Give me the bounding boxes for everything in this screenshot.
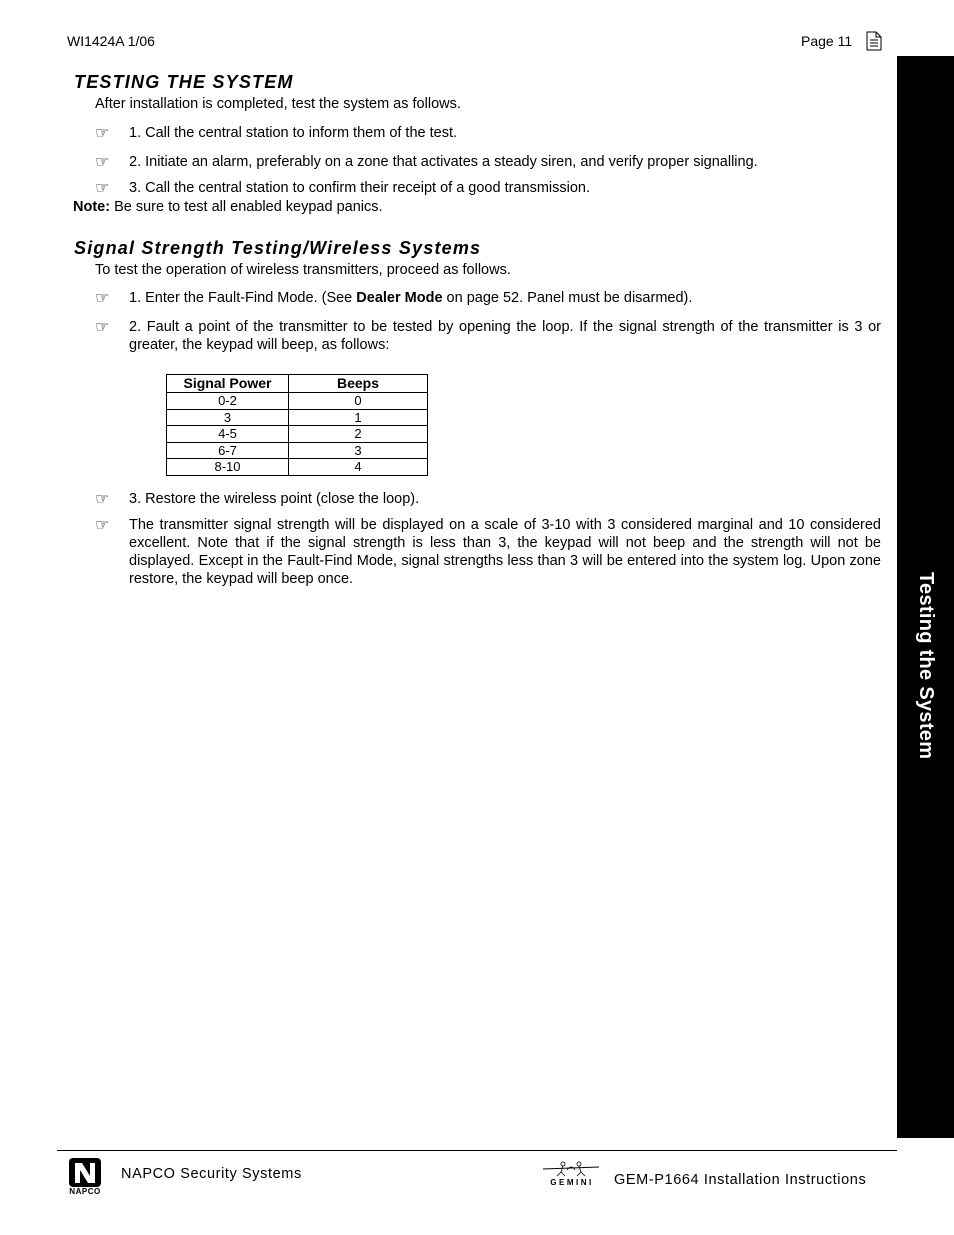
gemini-figures-icon — [543, 1160, 601, 1178]
note-text: Be sure to test all enabled keypad panics. — [110, 199, 383, 215]
section-intro: After installation is completed, test the system as follows. — [95, 96, 461, 112]
document-icon — [866, 31, 882, 51]
list-item: 3. Call the central station to confirm their receipt of a good transmission. — [129, 180, 590, 196]
signal-power-table — [166, 374, 428, 476]
table-cell: 6-7 — [167, 442, 289, 459]
list-item: 3. Restore the wireless point (close the loop). — [129, 491, 420, 507]
table-row — [167, 409, 428, 426]
pointing-hand-icon: ☞ — [95, 489, 110, 508]
column-header: Beeps — [289, 375, 428, 393]
table-cell: 2 — [289, 426, 428, 443]
page-number: Page 11 — [801, 33, 853, 49]
footer-divider — [57, 1150, 897, 1151]
napco-logo-text: NAPCO — [69, 1187, 101, 1196]
table-row — [167, 442, 428, 459]
table-row — [167, 426, 428, 443]
pointing-hand-icon: ☞ — [95, 317, 110, 336]
gemini-logo — [543, 1160, 601, 1190]
table-cell: 3 — [289, 442, 428, 459]
pointing-hand-icon: ☞ — [95, 288, 110, 307]
table-row — [167, 459, 428, 476]
table-row — [167, 393, 428, 410]
section-intro: To test the operation of wireless transmitters, proceed as follows. — [95, 262, 511, 278]
column-header: Signal Power — [167, 375, 289, 393]
table-header-row — [167, 375, 428, 393]
pointing-hand-icon: ☞ — [95, 178, 110, 197]
table-cell: 4 — [289, 459, 428, 476]
list-item: 2. Initiate an alarm, preferably on a zone that activates a steady siren, and verify proper signalling. — [129, 154, 758, 170]
pointing-hand-icon: ☞ — [95, 515, 110, 534]
sidebar-label: Testing the System — [915, 572, 937, 760]
step-text: 1. Enter the Fault-Find Mode. (See — [129, 290, 357, 306]
napco-logo-icon — [62, 1158, 108, 1188]
doc-id: WI1424A 1/06 — [67, 33, 155, 49]
company-name: NAPCO Security Systems — [121, 1166, 302, 1182]
section-title-testing: TESTING THE SYSTEM — [74, 72, 294, 92]
pointing-hand-icon: ☞ — [95, 152, 110, 171]
list-item: The transmitter signal strength will be displayed on a scale of 3-10 with 3 considered marginal and 10 considered excellent. Note that if the signal strength is less than 3, the keypad will not beep and the strength will not be displayed. Except in the Fault-Find Mode, signal strengths less than 3 will be entered into the system log. Upon zone restore, the keypad will beep once. — [129, 517, 881, 587]
pointing-hand-icon: ☞ — [95, 123, 110, 142]
list-item: 1. Call the central station to inform them of the test. — [129, 125, 458, 141]
napco-logo — [62, 1158, 108, 1196]
note — [73, 198, 383, 216]
dealer-mode-reference: Dealer Mode — [356, 290, 443, 306]
list-item — [129, 289, 881, 307]
table-cell: 1 — [289, 409, 428, 426]
section-title-signal-strength: Signal Strength Testing/Wireless Systems — [74, 238, 482, 258]
table-cell: 8-10 — [167, 459, 289, 476]
table-cell: 0-2 — [167, 393, 289, 410]
table-cell: 3 — [167, 409, 289, 426]
note-label: Note: — [73, 199, 111, 215]
document-title: GEM-P1664 Installation Instructions — [614, 1172, 867, 1188]
table-cell: 4-5 — [167, 426, 289, 443]
table-cell: 0 — [289, 393, 428, 410]
step-text: on page 52. Panel must be disarmed). — [442, 290, 693, 306]
gemini-logo-text: GEMINI — [550, 1178, 594, 1187]
list-item: 2. Fault a point of the transmitter to be tested by opening the loop. If the signal strength of the transmitter is 3 or greater, the keypad will beep, as follows: — [129, 319, 881, 353]
section-sidebar-tab — [897, 56, 954, 1138]
